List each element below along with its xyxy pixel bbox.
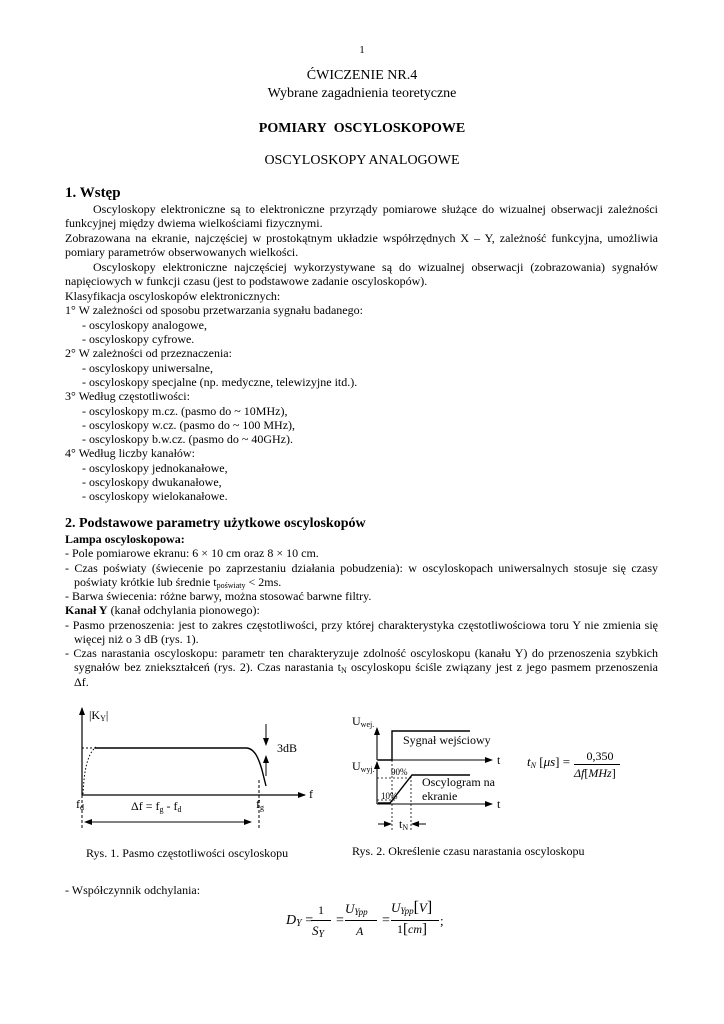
glow-color: - Barwa świecenia: różne barwy, można stosować barwne filtry.	[65, 589, 372, 603]
fig2-90-label: 90%	[391, 767, 408, 777]
fig1-response-curve	[95, 748, 266, 786]
class-1b: - oscyloskopy cyfrowe.	[82, 332, 195, 346]
formula-tn-numerator: 0,350	[586, 749, 614, 763]
formula-tn-lhs: $t_N$ [μs] =	[527, 754, 571, 770]
deflection-sy: $S_Y$	[312, 923, 325, 940]
deflection-eq-1: =	[336, 913, 344, 928]
intro-p3-line1: Oscyloskopy elektroniczne najczęściej wykorzystywane są do wizualnej obserwacji (zobrazowania) sygnałów	[93, 260, 658, 274]
fig2-osc-label-2: ekranie	[422, 789, 458, 803]
persistence-line2: poświaty krótkie lub średnie $t_{poświaty} < 2ms$.	[74, 575, 282, 590]
class-1: 1° W zależności od sposobu przetwarzania sygnału badanego:	[65, 303, 363, 317]
fig2-tn-label: $t_N$	[399, 817, 409, 832]
fig1-bandwidth-label: $\Delta f = f_g - f_d$	[131, 799, 182, 814]
bandwidth-line2: więcej niż o 3 dB (rys. 1).	[74, 632, 199, 646]
page-number: 1	[359, 44, 365, 56]
tube-heading: Lampa oscyloskopowa:	[65, 532, 185, 546]
intro-p2-line1: Zobrazowana na ekranie, najczęściej w prostokątnym układzie współrzędnych X – Y, zależność funkcyjna, umożliwia	[65, 231, 658, 245]
deflection-bar-2	[345, 920, 377, 921]
fig1-dotted-rise	[83, 747, 96, 794]
deflection-cm: 1[cm]	[397, 921, 427, 937]
rise-time-line1: - Czas narastania oscyloskopu: parametr ten charakteryzuje zdolność oscyloskopu (kanału Y) do przenoszenia szybkich	[65, 646, 658, 660]
fig2-lower-t-label: t	[497, 797, 501, 811]
deflection-bar-1	[311, 920, 331, 921]
class-1a: - oscyloskopy analogowe,	[82, 318, 207, 332]
class-4a: - oscyloskopy jednokanałowe,	[82, 461, 228, 475]
fig1-fg-label: $f_g$	[256, 797, 264, 812]
bandwidth-line1: - Pasmo przenoszenia: jest to zakres częstotliwości, przy której charakterystyka częstotliwościowa toru Y nie zmienia się	[65, 618, 658, 632]
fig2-uwej-label: $U_{wej.}$	[352, 714, 375, 729]
deflection-a: A	[356, 924, 364, 938]
exercise-title: ĆWICZENIE NR.4	[306, 68, 418, 83]
fig1-fd-label: $f_d$	[76, 797, 84, 812]
screen-field: - Pole pomiarowe ekranu: 6 × 10 cm oraz 8 × 10 cm.	[65, 546, 319, 560]
class-4: 4° Według liczby kanałów:	[65, 446, 195, 460]
intro-p1-line2: funkcyjnej między dwiema wielkościami fizycznymi.	[65, 216, 323, 230]
params-heading: 2. Podstawowe parametry użytkowe oscyloskopów	[65, 516, 366, 531]
formula-tn-denominator: Δf[MHz]	[574, 766, 616, 780]
rise-time-line3: Δf.	[74, 675, 89, 689]
class-2: 2° W zależności od przeznaczenia:	[65, 346, 232, 360]
deflection-eq-2: =	[382, 913, 390, 928]
fig1-3db-label: 3dB	[277, 741, 298, 755]
intro-heading: 1. Wstęp	[65, 185, 121, 201]
fig2-input-label: Sygnał wejściowy	[403, 733, 491, 747]
class-3: 3° Według częstotliwości:	[65, 389, 190, 403]
class-3b: - oscyloskopy w.cz. (pasmo do ~ 100 MHz),	[82, 418, 296, 432]
class-3c: - oscyloskopy b.w.cz. (pasmo do ~ 40GHz).	[82, 432, 294, 446]
deflection-u-2: $U_{Ypp}[V]$	[391, 899, 433, 916]
class-3a: - oscyloskopy m.cz. (pasmo do ~ 10MHz),	[82, 404, 288, 418]
class-4b: - oscyloskopy dwukanałowe,	[82, 475, 222, 489]
fig2-caption: Rys. 2. Określenie czasu narastania oscyloskopu	[352, 844, 585, 858]
deflection-u-1: $U_{Ypp}$	[345, 901, 368, 917]
formula-tn-fraction-bar	[574, 764, 620, 765]
rise-time-line2: sygnałów bez zniekształceń (rys. 2). Czas narastania $t_N$ oscyloskopu ściśle związany jest z jego pasmem przenoszenia	[74, 660, 658, 675]
fig2-osc-label-1: Oscylogram na	[422, 775, 495, 789]
intro-p1-line1: Oscyloskopy elektroniczne są to elektroniczne przyrządy pomiarowe służące do wizualnej obserwacji zależności	[93, 202, 658, 216]
exercise-subtitle: Wybrane zagadnienia teoretyczne	[267, 86, 457, 101]
persistence-line1: - Czas poświaty (świecenie po zaprzestaniu działania pobudzenia): w oscyloskopach uniwersalnych stosuje się czasy	[65, 561, 658, 575]
intro-p3-line2: napięciowych w funkcji czasu (jest to podstawowe zadanie oscyloskopów).	[65, 274, 428, 288]
channel-y-heading: Kanał Y (kanał odchylania pionowego):	[65, 603, 260, 617]
intro-p2-line2: pomiary parametrów obserwowanych wielkości.	[65, 245, 299, 259]
deflection-one: 1	[318, 903, 324, 917]
class-2b: - oscyloskopy specjalne (np. medyczne, telewizyjne itd.).	[82, 375, 358, 389]
fig2-10-label: 10%	[381, 791, 398, 801]
fig1-f-label: f	[309, 787, 313, 801]
class-2a: - oscyloskopy uniwersalne,	[82, 361, 213, 375]
deflection-semicolon: ;	[440, 913, 444, 928]
fig1-ky-label: $|K_Y|$	[89, 708, 109, 723]
fig2-uwyj-label: $U_{wyj.}$	[352, 759, 375, 774]
section-title: OSCYLOSKOPY ANALOGOWE	[264, 153, 460, 168]
fig2-upper-t-label: t	[497, 753, 501, 767]
class-4c: - oscyloskopy wielokanałowe.	[82, 489, 228, 503]
deflection-label: - Współczynnik odchylania:	[65, 883, 201, 897]
deflection-lhs: $D_Y$ =	[286, 913, 314, 929]
fig1-caption: Rys. 1. Pasmo częstotliwości oscyloskopu	[86, 846, 289, 860]
classification-label: Klasyfikacja oscyloskopów elektronicznych:	[65, 289, 281, 303]
main-title: POMIARY OSCYLOSKOPOWE	[258, 121, 466, 136]
